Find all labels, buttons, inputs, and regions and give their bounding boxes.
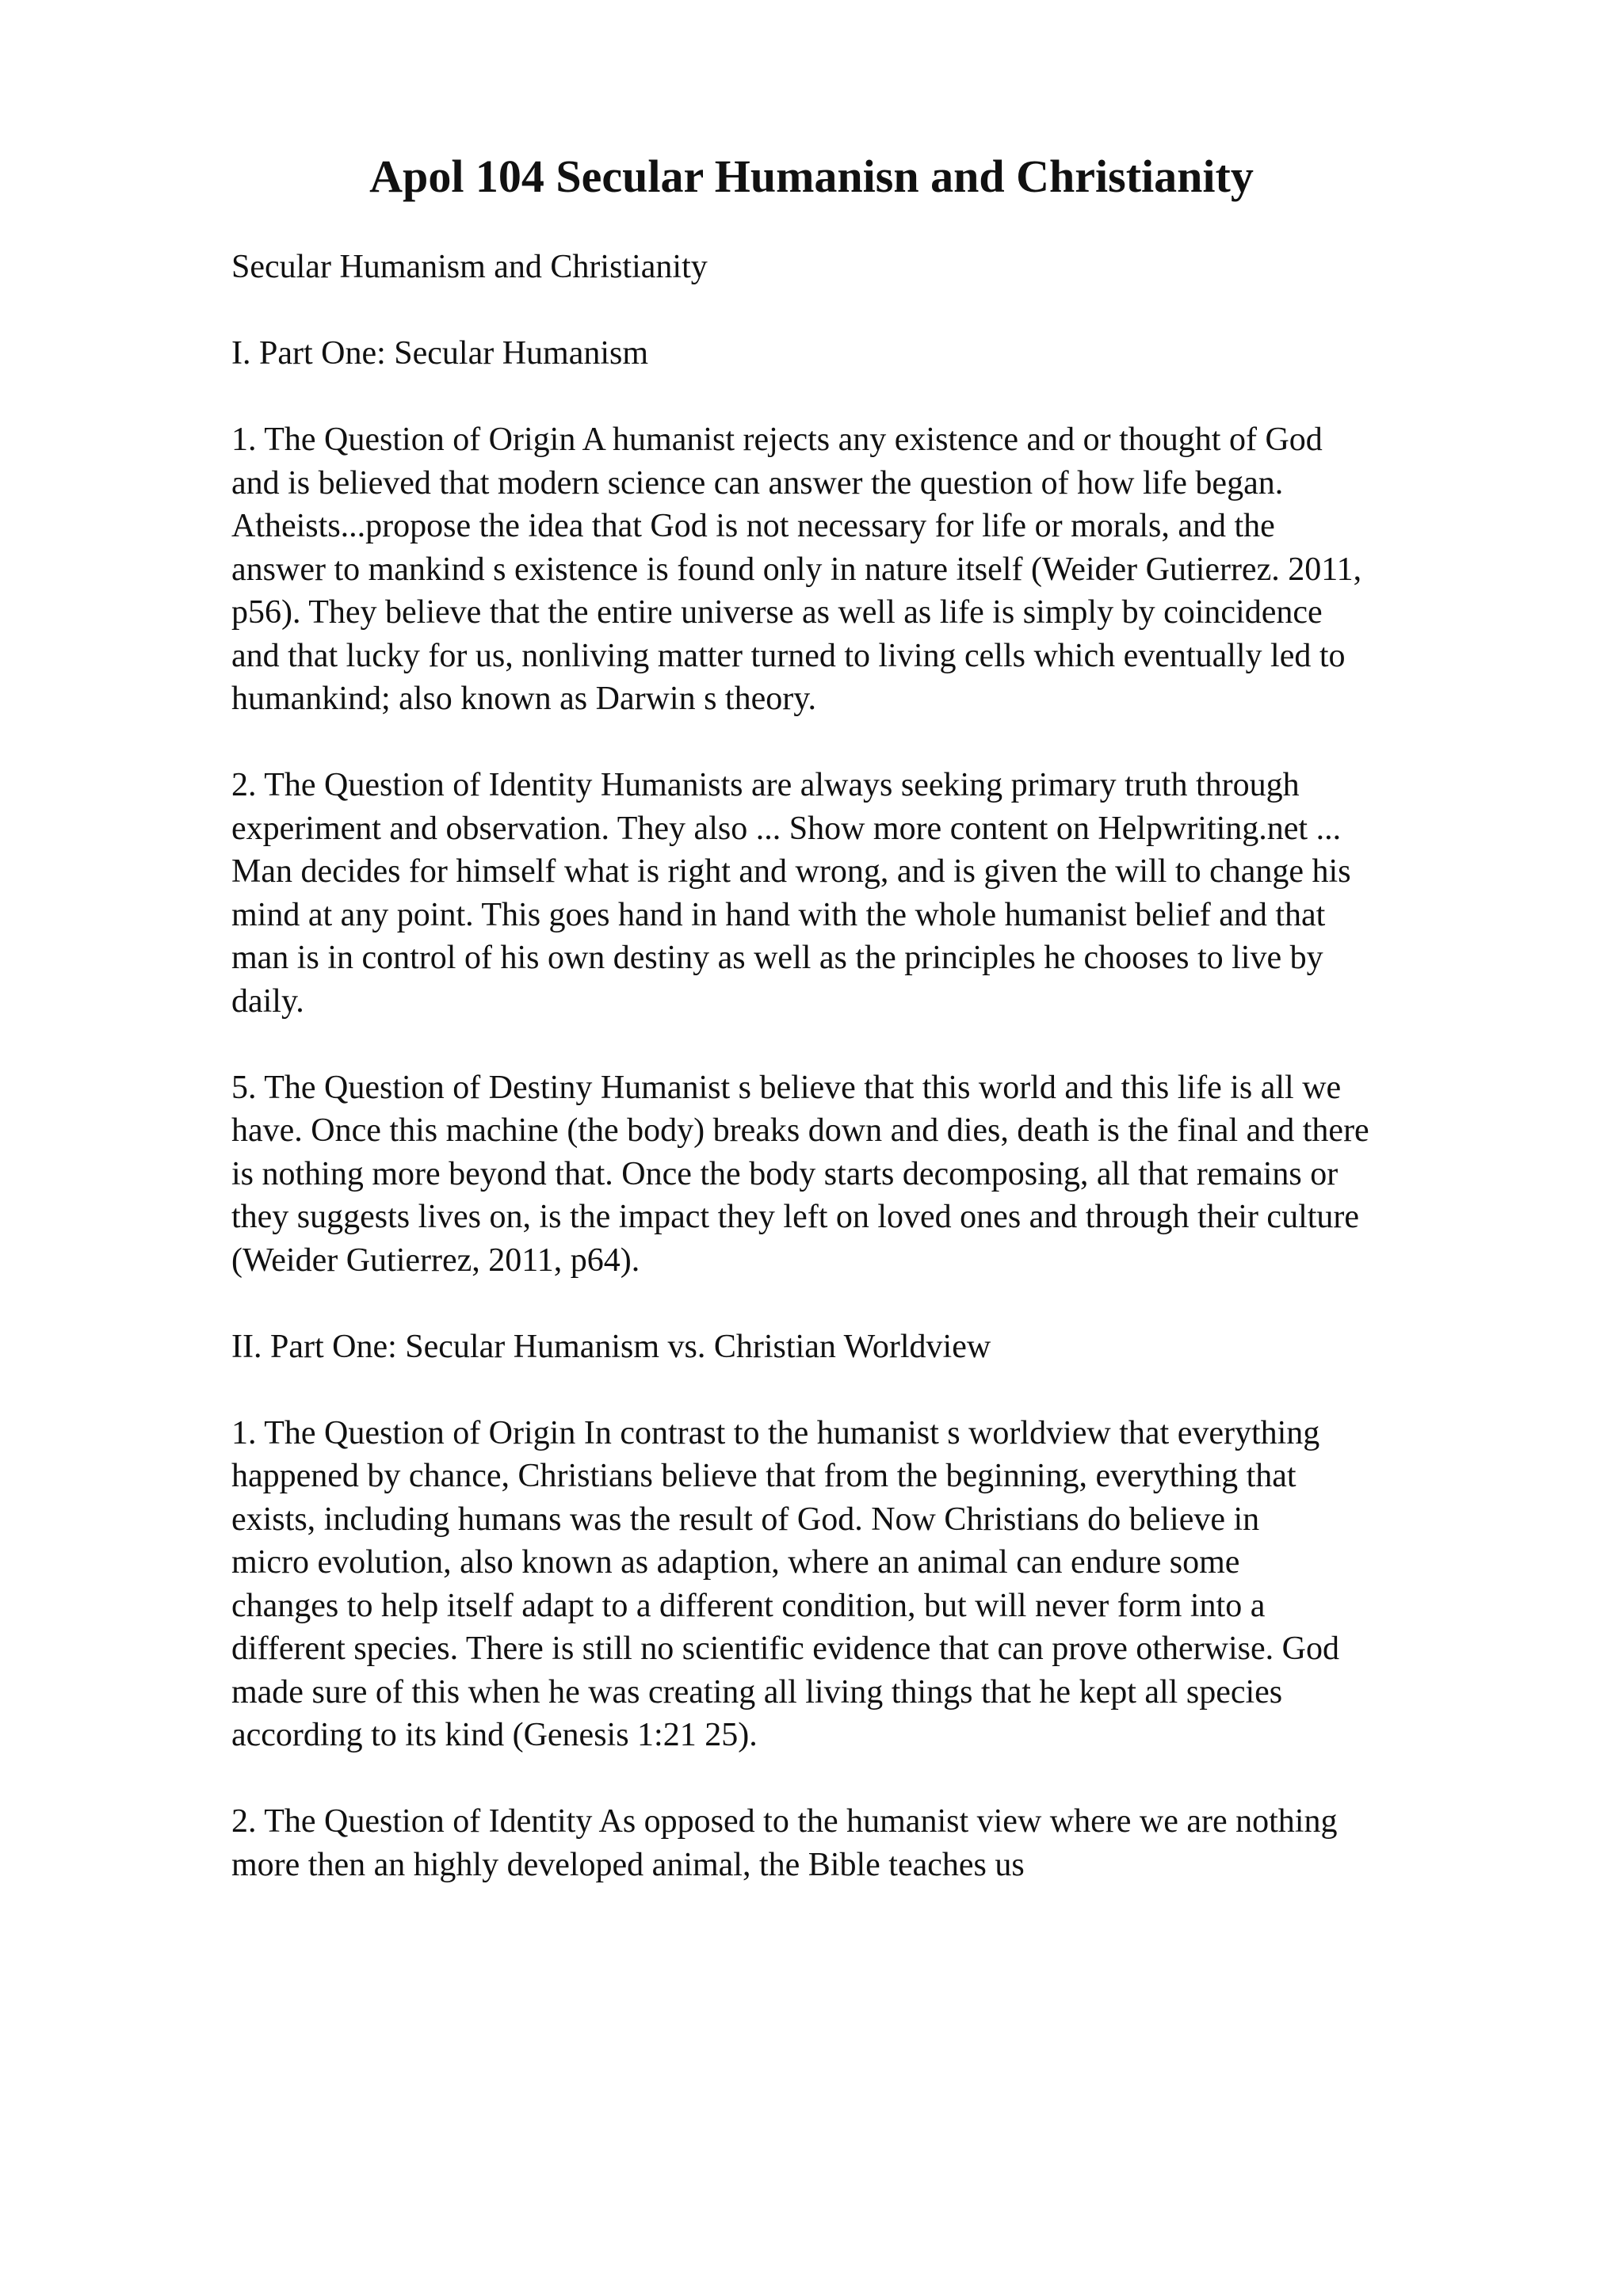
text-line: is nothing more beyond that. Once the body starts decomposing, all that remains or: [231, 1155, 1338, 1192]
text-line: experiment and observation. They also ... Show more content on Helpwriting.net ...: [231, 810, 1342, 847]
text-line: more then an highly developed animal, the Bible teaches us: [231, 1846, 1025, 1883]
origin-paragraph: [231, 418, 1515, 721]
text-line: man is in control of his own destiny as well as the principles he chooses to live by: [231, 940, 1323, 976]
text-line: exists, including humans was the result of God. Now Christians do believe in: [231, 1501, 1260, 1538]
text-line: (Weider Gutierrez, 2011, p64).: [231, 1241, 640, 1279]
text-line: 2. The Question of Identity As opposed to the humanist view where we are nothing: [231, 1803, 1338, 1840]
text-line: they suggests lives on, is the impact they left on loved ones and through their culture: [231, 1199, 1360, 1235]
christian-identity-paragraph: [231, 1800, 1515, 1886]
text-line: have. Once this machine (the body) breaks down and dies, death is the final and there: [231, 1112, 1369, 1149]
text-line: I. Part One: Secular Humanism: [231, 335, 649, 372]
text-line: according to its kind (Genesis 1:21 25).: [231, 1717, 758, 1753]
document-body: [231, 246, 1515, 1930]
text-line: Atheists...propose the idea that God is not necessary for life or morals, and the: [231, 508, 1275, 544]
text-line: 5. The Question of Destiny Humanist s believe that this world and this life is all we: [231, 1069, 1342, 1106]
destiny-paragraph: [231, 1066, 1515, 1283]
part-two-heading: [231, 1325, 1515, 1369]
text-line: and that lucky for us, nonliving matter turned to living cells which eventually led to: [231, 637, 1346, 674]
document-title: Apol 104 Secular Humanisn and Christianity: [369, 151, 1254, 202]
text-line: made sure of this when he was creating all living things that he kept all species: [231, 1673, 1283, 1711]
text-line: p56). They believe that the entire universe as well as life is simply by coincidence: [231, 594, 1323, 631]
text-line: answer to mankind s existence is found only in nature itself (Weider Gutierrez. 2011,: [231, 551, 1362, 588]
part-one-heading: [231, 332, 1515, 376]
text-line: changes to help itself adapt to a different condition, but will never form into a: [231, 1587, 1266, 1624]
text-line: micro evolution, also known as adaption, where an animal can endure some: [231, 1544, 1240, 1581]
text-line: daily.: [231, 982, 304, 1020]
text-line: 2. The Question of Identity Humanists are always seeking primary truth through: [231, 767, 1300, 803]
text-line: humankind; also known as Darwin s theory.: [231, 681, 816, 717]
text-line: 1. The Question of Origin In contrast to the humanist s worldview that everything: [231, 1414, 1320, 1451]
text-line: 1. The Question of Origin A humanist rejects any existence and or thought of God: [231, 421, 1323, 458]
text-line: happened by chance, Christians believe that from the beginning, everything that: [231, 1458, 1296, 1494]
identity-paragraph: [231, 764, 1515, 1023]
text-line: Man decides for himself what is right and wrong, and is given the will to change his: [231, 853, 1351, 890]
document-subtitle: [231, 246, 1515, 289]
text-line: Secular Humanism and Christianity: [231, 249, 708, 285]
text-line: and is believed that modern science can answer the question of how life began.: [231, 464, 1284, 502]
christian-origin-paragraph: [231, 1412, 1515, 1757]
text-line: II. Part One: Secular Humanism vs. Christian Worldview: [231, 1328, 991, 1365]
text-line: mind at any point. This goes hand in hand with the whole humanist belief and that: [231, 896, 1326, 933]
text-line: different species. There is still no scientific evidence that can prove otherwise. God: [231, 1630, 1339, 1667]
